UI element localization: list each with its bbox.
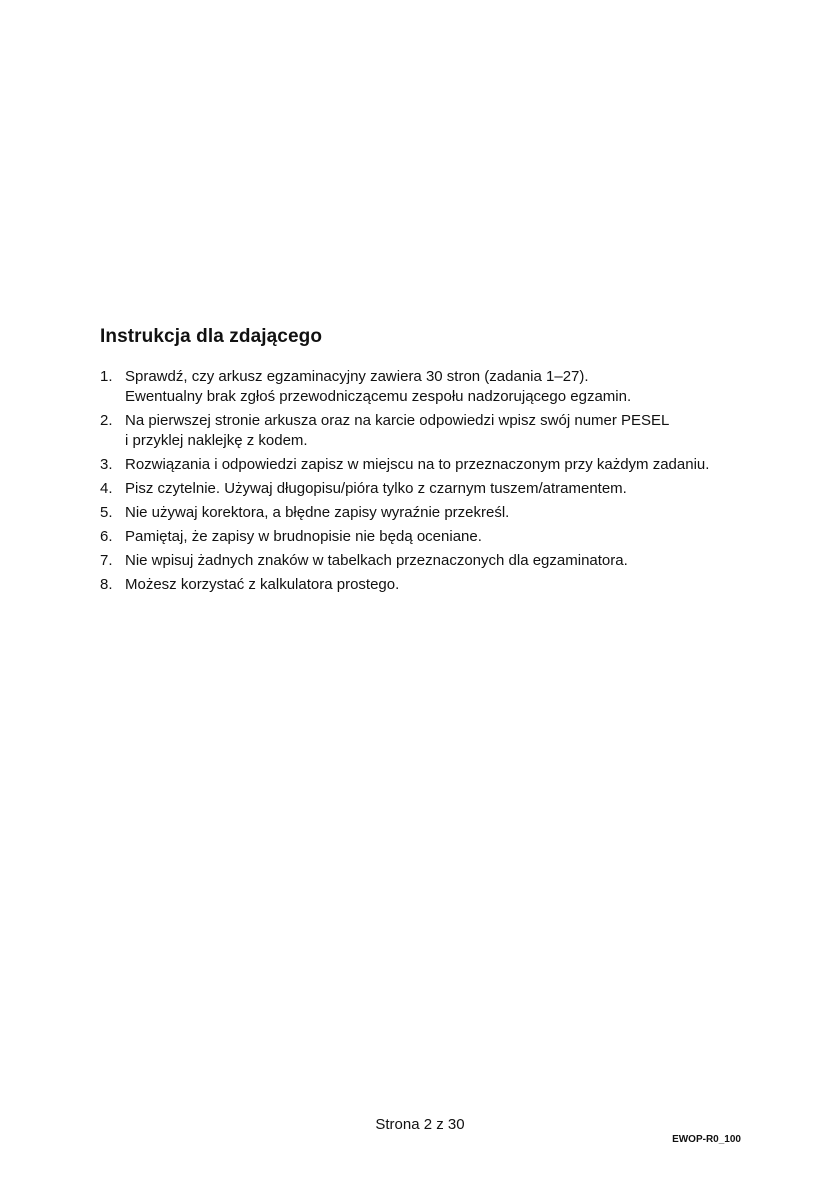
- instruction-item: [100, 479, 760, 499]
- instruction-item: [100, 575, 760, 595]
- instruction-text: Sprawdź, czy arkusz egzaminacyjny zawiera 30 stron (zadania 1–27).: [125, 368, 589, 385]
- instruction-number: 8.: [100, 576, 113, 593]
- instruction-item: [100, 503, 760, 523]
- instruction-text: Rozwiązania i odpowiedzi zapisz w miejscu na to przeznaczonym przy każdym zadaniu.: [125, 456, 710, 473]
- instruction-text: Pamiętaj, że zapisy w brudnopisie nie będą oceniane.: [125, 528, 482, 545]
- instruction-number: 5.: [100, 504, 113, 521]
- instruction-number: 2.: [100, 412, 113, 429]
- page-number: Strona 2 z 30: [375, 1116, 465, 1133]
- instruction-item: [100, 527, 760, 547]
- instruction-number: 4.: [100, 480, 113, 497]
- instructions-list: [100, 367, 760, 599]
- instruction-text: Ewentualny brak zgłoś przewodniczącemu zespołu nadzorującego egzamin.: [125, 388, 632, 405]
- instruction-item: [100, 455, 760, 475]
- instruction-text: Nie używaj korektora, a błędne zapisy wyraźnie przekreśl.: [125, 504, 510, 521]
- instruction-text: Nie wpisuj żadnych znaków w tabelkach przeznaczonych dla egzaminatora.: [125, 552, 628, 569]
- instruction-number: 7.: [100, 552, 113, 569]
- instruction-text: Na pierwszej stronie arkusza oraz na karcie odpowiedzi wpisz swój numer PESEL: [125, 412, 670, 429]
- instruction-text: Możesz korzystać z kalkulatora prostego.: [125, 576, 400, 593]
- instruction-number: 1.: [100, 368, 113, 385]
- instruction-text: i przyklej naklejkę z kodem.: [125, 432, 308, 449]
- instruction-number: 3.: [100, 456, 113, 473]
- instruction-item: [100, 551, 760, 571]
- instruction-number: 6.: [100, 528, 113, 545]
- instructions-heading: Instrukcja dla zdającego: [100, 326, 323, 347]
- instruction-item: [100, 411, 760, 451]
- instruction-item: [100, 367, 760, 407]
- exam-code: EWOP-R0_100: [672, 1134, 741, 1145]
- instruction-text: Pisz czytelnie. Używaj długopisu/pióra tylko z czarnym tuszem/atramentem.: [125, 480, 627, 497]
